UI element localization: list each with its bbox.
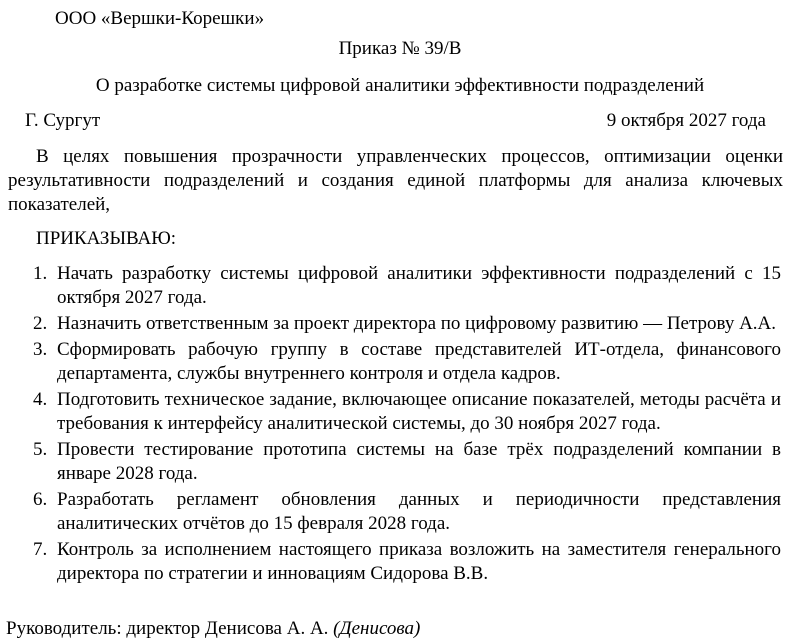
decree-word: ПРИКАЗЫВАЮ:: [36, 228, 177, 249]
order-subject: О разработке системы цифровой аналитики эффективности подразделений: [95, 75, 705, 96]
order-item-number: 5.: [33, 439, 48, 460]
order-item-number: 7.: [33, 539, 48, 560]
order-date: 9 октября 2027 года: [606, 110, 766, 131]
order-item: [33, 338, 781, 386]
order-item-text: Провести тестирование прототипа системы на базе трёх подразделений компании в январе 2028 года.: [57, 439, 781, 484]
handwritten-signature: (Денисова): [333, 618, 421, 639]
order-item: [33, 438, 781, 486]
order-item-number: 4.: [33, 389, 48, 410]
signatory-title: Руководитель: директор Денисова А. А.: [6, 618, 329, 639]
order-place: Г. Сургут: [25, 110, 101, 131]
order-item-text: Контроль за исполнением настоящего приказа возложить на заместителя генерального директора по стратегии и инновациям Сидорова В.В.: [57, 539, 781, 584]
order-item-number: 2.: [33, 313, 48, 334]
order-item-text: Подготовить техническое задание, включающее описание показателей, методы расчёта и требования к интерфейсу аналитической системы, до 30 ноября 2027 года.: [57, 389, 781, 434]
order-item-text: Начать разработку системы цифровой аналитики эффективности подразделений с 15 октября 2027 года.: [57, 263, 781, 308]
order-item-text: Назначить ответственным за проект директора по цифровому развитию — Петрову А.А.: [57, 313, 777, 334]
order-item: [33, 388, 781, 436]
order-item-text: Разработать регламент обновления данных и периодичности представления аналитических отчётов до 15 февраля 2028 года.: [57, 489, 781, 534]
order-item-number: 6.: [33, 489, 48, 510]
order-item: [33, 488, 781, 536]
preamble-paragraph: В целях повышения прозрачности управленческих процессов, оптимизации оценки результативности подразделений и создания единой платформы для анализа ключевых показателей,: [8, 146, 783, 215]
order-item: [33, 538, 781, 586]
order-item-number: 3.: [33, 339, 48, 360]
order-item-text: Сформировать рабочую группу в составе представителей ИТ-отдела, финансового департамента, службы внутреннего контроля и отдела кадров.: [57, 339, 781, 384]
order-item: [33, 312, 781, 336]
place-date-row: [25, 109, 766, 133]
organization-name: ООО «Вершки-Корешки»: [55, 8, 265, 29]
order-title: Приказ № 39/В: [338, 38, 462, 59]
signature-line: [6, 617, 420, 641]
order-item-number: 1.: [33, 263, 48, 284]
order-items-list: [33, 262, 781, 588]
order-item: [33, 262, 781, 310]
